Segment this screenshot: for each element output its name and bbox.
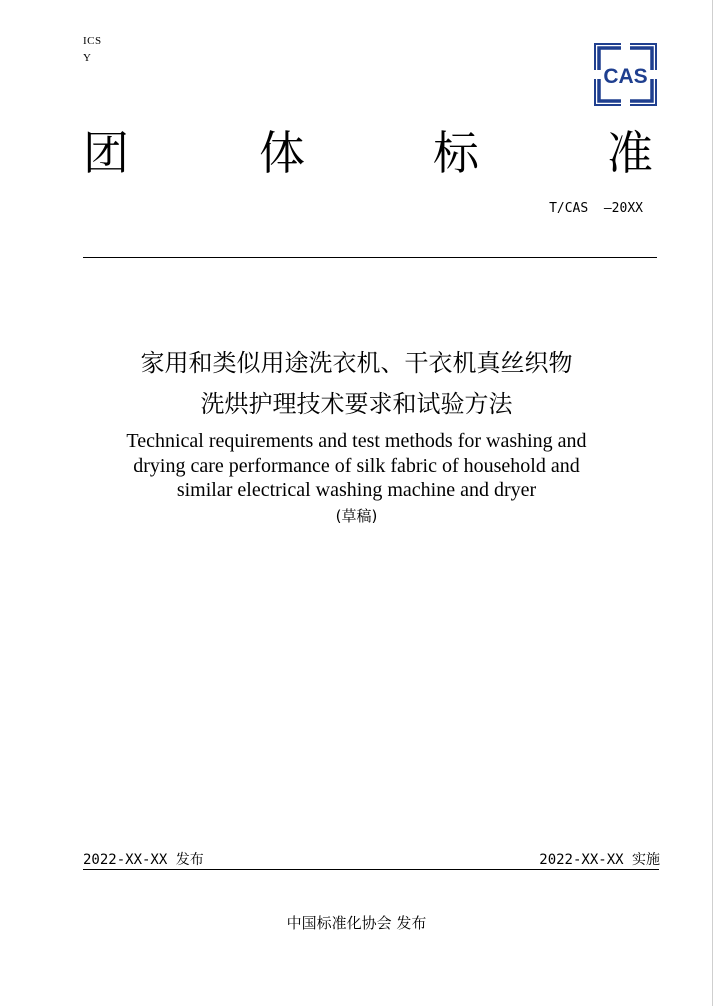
draft-label: (草稿) — [335, 507, 378, 525]
footer-divider — [83, 869, 659, 870]
implement-date: 2022-XX-XX — [539, 852, 624, 868]
publish-date: 2022-XX-XX — [83, 852, 168, 868]
ics-label: ICS — [83, 35, 102, 47]
standard-prefix: T/CAS — [549, 201, 589, 216]
standard-suffix: —20XX — [603, 201, 643, 216]
cas-logo-icon — [594, 43, 657, 106]
en-title-line-1: Technical requirements and test methods for washing and — [126, 430, 587, 452]
title-char-1: 团 — [83, 126, 129, 180]
ics-classification — [83, 33, 102, 67]
ccs-label: Y — [83, 52, 92, 64]
publish-label: 发布 — [175, 852, 204, 868]
en-title-line-3: similar electrical washing machine and dryer — [176, 479, 537, 501]
title-char-2: 体 — [259, 126, 305, 180]
cn-title-line-2: 洗烘护理技术要求和试验方法 — [200, 390, 513, 418]
implement-date-block — [539, 849, 660, 869]
title-char-3: 标 — [433, 126, 479, 180]
publish-date-block — [83, 849, 204, 869]
document-type-title — [83, 125, 658, 181]
header-divider — [83, 257, 657, 258]
en-title-line-2: drying care performance of silk fabric of household and — [133, 455, 580, 477]
implement-label: 实施 — [632, 852, 660, 868]
cn-title-line-1: 家用和类似用途洗衣机、干衣机真丝织物 — [140, 349, 573, 377]
publisher-line: 中国标准化协会 发布 — [286, 914, 427, 932]
standard-number — [549, 201, 643, 216]
logo-text: CAS — [603, 65, 648, 88]
title-char-4: 准 — [607, 126, 653, 180]
